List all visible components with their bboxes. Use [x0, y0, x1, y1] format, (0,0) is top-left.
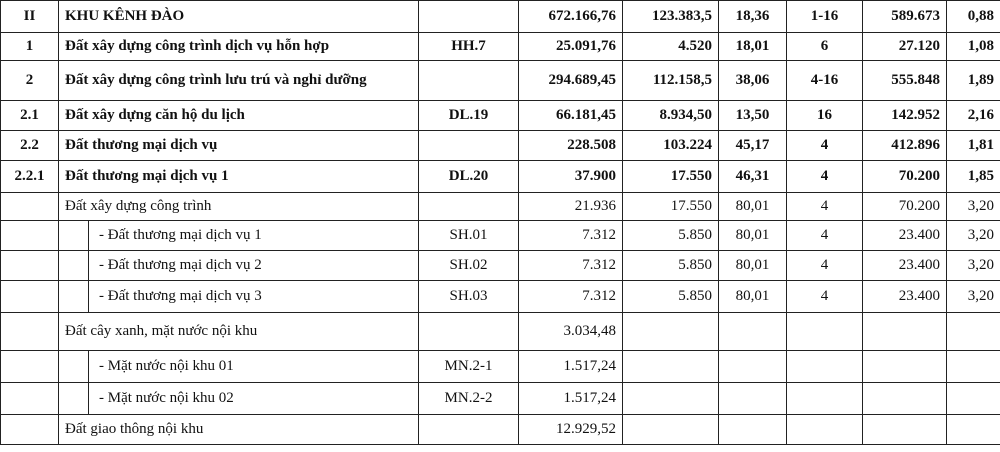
cell-density: 80,01 — [719, 251, 787, 281]
cell-name: Đất xây dựng công trình dịch vụ hỗn hợp — [59, 33, 419, 61]
cell-floor-area: 412.896 — [863, 131, 947, 161]
cell-land-use-coef: 3,20 — [947, 193, 1000, 221]
cell-density: 80,01 — [719, 281, 787, 313]
cell-code: DL.20 — [419, 161, 519, 193]
table-row — [1, 131, 1000, 161]
indent-spacer — [59, 383, 89, 415]
cell-code: MN.2-1 — [419, 351, 519, 383]
cell-built-area — [623, 415, 719, 445]
cell-floor-area: 23.400 — [863, 251, 947, 281]
cell-land-use-coef: 0,88 — [947, 1, 1000, 33]
cell-floors: 1-16 — [787, 1, 863, 33]
cell-stt: II — [1, 1, 59, 33]
cell-floors: 4 — [787, 193, 863, 221]
cell-stt — [1, 193, 59, 221]
cell-floors — [787, 351, 863, 383]
cell-built-area: 17.550 — [623, 161, 719, 193]
cell-area: 21.936 — [519, 193, 623, 221]
cell-land-use-coef: 3,20 — [947, 281, 1000, 313]
table-body — [1, 1, 1000, 445]
cell-name: - Đất thương mại dịch vụ 2 — [89, 251, 419, 281]
cell-name: Đất xây dựng công trình lưu trú và nghỉ dưỡng — [59, 61, 419, 101]
cell-built-area: 112.158,5 — [623, 61, 719, 101]
cell-code: MN.2-2 — [419, 383, 519, 415]
table-row — [1, 61, 1000, 101]
cell-density: 38,06 — [719, 61, 787, 101]
cell-name: - Đất thương mại dịch vụ 1 — [89, 221, 419, 251]
cell-floor-area — [863, 351, 947, 383]
cell-density: 18,01 — [719, 33, 787, 61]
cell-density — [719, 351, 787, 383]
table-row — [1, 33, 1000, 61]
cell-floor-area — [863, 313, 947, 351]
cell-name: KHU KÊNH ĐÀO — [59, 1, 419, 33]
cell-name: Đất thương mại dịch vụ — [59, 131, 419, 161]
cell-area: 12.929,52 — [519, 415, 623, 445]
cell-code: SH.01 — [419, 221, 519, 251]
cell-area: 37.900 — [519, 161, 623, 193]
cell-name: - Mặt nước nội khu 02 — [89, 383, 419, 415]
cell-floor-area — [863, 383, 947, 415]
cell-name: - Mặt nước nội khu 01 — [89, 351, 419, 383]
cell-stt — [1, 313, 59, 351]
cell-area: 66.181,45 — [519, 101, 623, 131]
cell-land-use-coef — [947, 415, 1000, 445]
cell-land-use-coef: 1,85 — [947, 161, 1000, 193]
cell-floors: 4 — [787, 281, 863, 313]
cell-code — [419, 61, 519, 101]
cell-built-area: 123.383,5 — [623, 1, 719, 33]
cell-land-use-coef: 2,16 — [947, 101, 1000, 131]
cell-built-area — [623, 313, 719, 351]
cell-stt — [1, 221, 59, 251]
cell-stt — [1, 351, 59, 383]
cell-area: 228.508 — [519, 131, 623, 161]
cell-area: 7.312 — [519, 281, 623, 313]
cell-floors — [787, 383, 863, 415]
cell-stt — [1, 251, 59, 281]
cell-density: 80,01 — [719, 193, 787, 221]
cell-stt — [1, 383, 59, 415]
cell-floors: 4 — [787, 161, 863, 193]
cell-name: Đất cây xanh, mặt nước nội khu — [59, 313, 419, 351]
table-row — [1, 415, 1000, 445]
cell-floor-area: 27.120 — [863, 33, 947, 61]
cell-code: SH.02 — [419, 251, 519, 281]
cell-built-area — [623, 351, 719, 383]
cell-floor-area: 23.400 — [863, 221, 947, 251]
table-row — [1, 251, 1000, 281]
cell-code: SH.03 — [419, 281, 519, 313]
cell-stt: 2.2 — [1, 131, 59, 161]
cell-land-use-coef — [947, 313, 1000, 351]
cell-stt — [1, 281, 59, 313]
cell-built-area: 17.550 — [623, 193, 719, 221]
cell-floor-area: 70.200 — [863, 161, 947, 193]
cell-built-area: 4.520 — [623, 33, 719, 61]
cell-density: 13,50 — [719, 101, 787, 131]
cell-floors: 4-16 — [787, 61, 863, 101]
cell-code — [419, 131, 519, 161]
cell-area: 294.689,45 — [519, 61, 623, 101]
cell-floor-area: 23.400 — [863, 281, 947, 313]
cell-stt: 2 — [1, 61, 59, 101]
cell-name: - Đất thương mại dịch vụ 3 — [89, 281, 419, 313]
cell-land-use-coef: 1,08 — [947, 33, 1000, 61]
cell-area: 3.034,48 — [519, 313, 623, 351]
cell-area: 25.091,76 — [519, 33, 623, 61]
cell-floor-area: 555.848 — [863, 61, 947, 101]
cell-density: 18,36 — [719, 1, 787, 33]
cell-land-use-coef: 3,20 — [947, 221, 1000, 251]
cell-floor-area — [863, 415, 947, 445]
cell-built-area: 5.850 — [623, 251, 719, 281]
cell-density — [719, 383, 787, 415]
cell-code — [419, 415, 519, 445]
table-row — [1, 313, 1000, 351]
indent-spacer — [59, 351, 89, 383]
cell-density: 80,01 — [719, 221, 787, 251]
table-row — [1, 281, 1000, 313]
cell-floor-area: 142.952 — [863, 101, 947, 131]
cell-floors: 6 — [787, 33, 863, 61]
indent-spacer — [59, 281, 89, 313]
cell-name: Đất giao thông nội khu — [59, 415, 419, 445]
table-row — [1, 193, 1000, 221]
cell-floors: 4 — [787, 221, 863, 251]
cell-density: 46,31 — [719, 161, 787, 193]
cell-density: 45,17 — [719, 131, 787, 161]
cell-floors: 4 — [787, 251, 863, 281]
cell-land-use-coef: 1,81 — [947, 131, 1000, 161]
cell-land-use-coef: 1,89 — [947, 61, 1000, 101]
cell-name: Đất xây dựng căn hộ du lịch — [59, 101, 419, 131]
cell-area: 1.517,24 — [519, 383, 623, 415]
cell-name: Đất xây dựng công trình — [59, 193, 419, 221]
table-row — [1, 101, 1000, 131]
cell-density — [719, 313, 787, 351]
cell-stt — [1, 415, 59, 445]
cell-built-area: 5.850 — [623, 221, 719, 251]
cell-area: 1.517,24 — [519, 351, 623, 383]
cell-code — [419, 313, 519, 351]
cell-floor-area: 70.200 — [863, 193, 947, 221]
cell-stt: 2.1 — [1, 101, 59, 131]
table-row — [1, 351, 1000, 383]
cell-code: DL.19 — [419, 101, 519, 131]
table-row — [1, 161, 1000, 193]
cell-code — [419, 193, 519, 221]
cell-floors — [787, 313, 863, 351]
cell-area: 672.166,76 — [519, 1, 623, 33]
cell-land-use-coef — [947, 383, 1000, 415]
cell-floors: 4 — [787, 131, 863, 161]
table-row — [1, 1, 1000, 33]
cell-code: HH.7 — [419, 33, 519, 61]
table-row — [1, 383, 1000, 415]
cell-area: 7.312 — [519, 221, 623, 251]
cell-built-area: 103.224 — [623, 131, 719, 161]
cell-name: Đất thương mại dịch vụ 1 — [59, 161, 419, 193]
cell-code — [419, 1, 519, 33]
cell-built-area: 5.850 — [623, 281, 719, 313]
indent-spacer — [59, 221, 89, 251]
cell-floors — [787, 415, 863, 445]
cell-density — [719, 415, 787, 445]
cell-stt: 1 — [1, 33, 59, 61]
table-row — [1, 221, 1000, 251]
cell-built-area: 8.934,50 — [623, 101, 719, 131]
cell-stt: 2.2.1 — [1, 161, 59, 193]
indent-spacer — [59, 251, 89, 281]
cell-floor-area: 589.673 — [863, 1, 947, 33]
cell-built-area — [623, 383, 719, 415]
cell-area: 7.312 — [519, 251, 623, 281]
cell-land-use-coef: 3,20 — [947, 251, 1000, 281]
cell-land-use-coef — [947, 351, 1000, 383]
cell-floors: 16 — [787, 101, 863, 131]
